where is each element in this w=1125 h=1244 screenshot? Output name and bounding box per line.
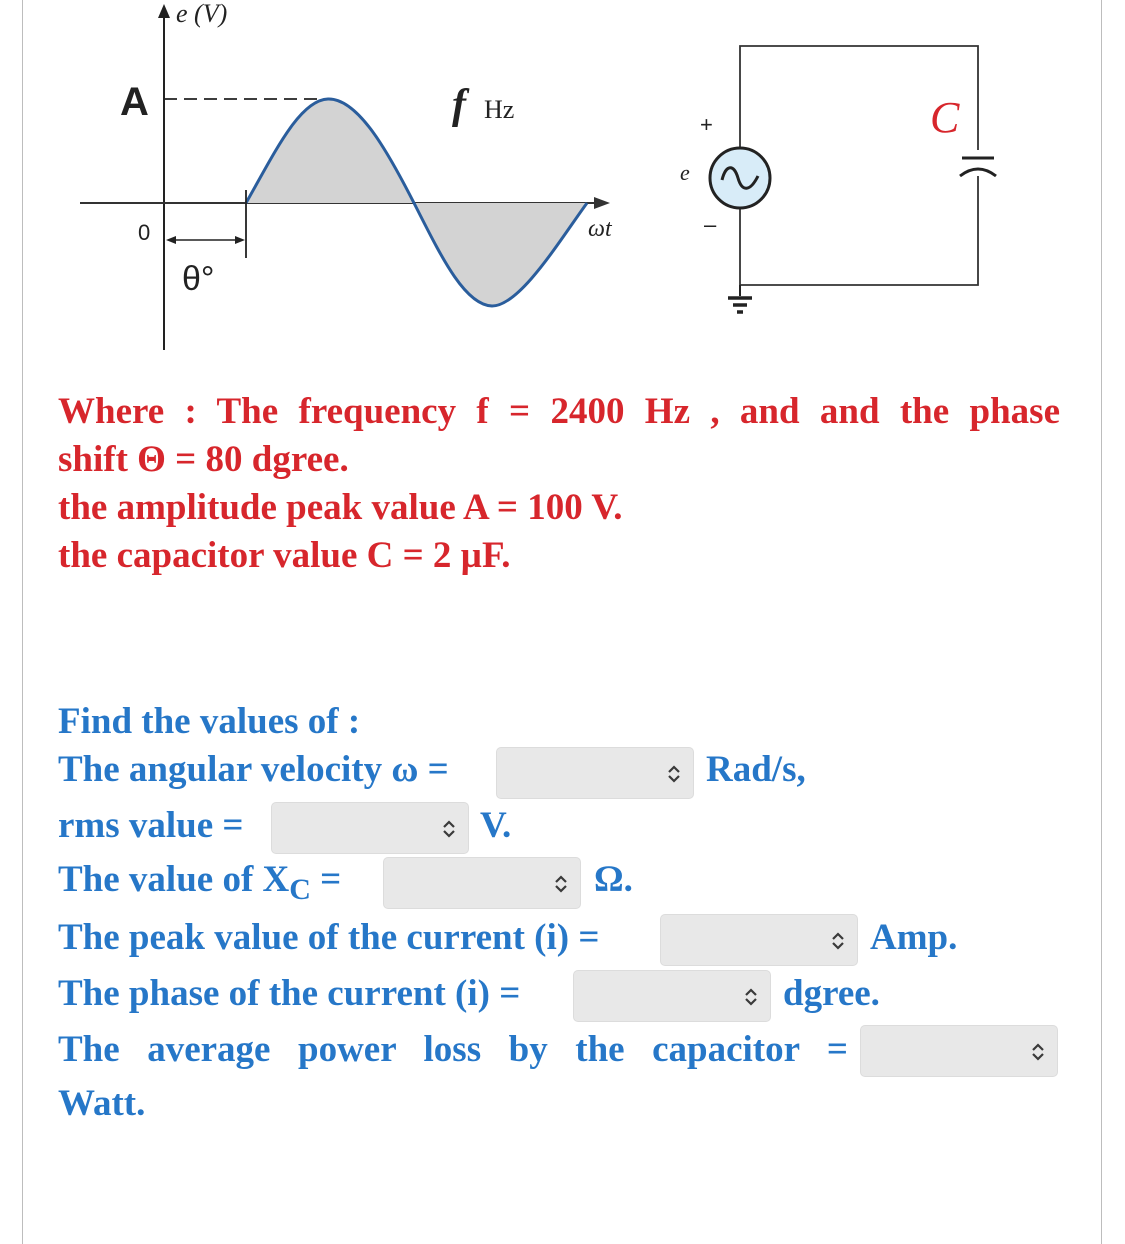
chevron-up-down-icon xyxy=(667,762,681,786)
phase-arrow-right-icon xyxy=(235,236,245,244)
xc-unit: Ω. xyxy=(594,859,633,900)
source-minus-label: – xyxy=(704,212,717,237)
ac-source-icon xyxy=(710,148,770,208)
angular-velocity-label: The angular velocity ω = xyxy=(58,749,449,790)
angular-velocity-select[interactable] xyxy=(496,747,694,799)
angular-velocity-unit: Rad/s, xyxy=(706,749,806,790)
given-line-1: Where : The frequency f = 2400 Hz , and and the phase xyxy=(58,391,1060,432)
peak-current-label: The peak value of the current (i) = xyxy=(58,917,600,958)
xc-label-text: The value of X xyxy=(58,859,290,900)
phase-current-select[interactable] xyxy=(573,970,771,1022)
circuit xyxy=(740,46,978,285)
chevron-up-down-icon xyxy=(744,985,758,1009)
frequency-unit: Hz xyxy=(484,95,515,124)
given-line-4: the capacitor value C = 2 µF. xyxy=(58,535,511,576)
avg-power-unit: Watt. xyxy=(58,1083,146,1124)
avg-power-select[interactable] xyxy=(860,1025,1058,1077)
chevron-up-down-icon xyxy=(554,872,568,896)
x-axis-arrow-icon xyxy=(594,197,610,209)
source-label: e xyxy=(680,160,690,185)
rms-select[interactable] xyxy=(271,802,469,854)
y-axis-arrow-icon xyxy=(158,4,170,18)
xc-label xyxy=(58,858,341,912)
figure xyxy=(0,0,1125,370)
xc-label-subscript: C xyxy=(289,873,311,906)
capacitor-label: C xyxy=(930,93,960,142)
wave-positive-area xyxy=(246,99,414,203)
given-line-3: the amplitude peak value A = 100 V. xyxy=(58,487,623,528)
phase-current-unit: dgree. xyxy=(783,973,880,1014)
xc-select[interactable] xyxy=(383,857,581,909)
rms-unit: V. xyxy=(480,805,512,846)
source-plus-label: + xyxy=(700,112,713,137)
chevron-up-down-icon xyxy=(831,929,845,953)
chevron-up-down-icon xyxy=(442,817,456,841)
given-line-2: shift Θ = 80 dgree. xyxy=(58,439,349,480)
questions-heading: Find the values of : xyxy=(58,701,361,742)
chevron-up-down-icon xyxy=(1031,1040,1045,1064)
phase-label: θ° xyxy=(182,260,215,298)
avg-power-label: The average power loss by the capacitor = xyxy=(58,1029,848,1070)
peak-current-select[interactable] xyxy=(660,914,858,966)
origin-label: 0 xyxy=(138,220,151,245)
rms-label: rms value = xyxy=(58,805,244,846)
amplitude-label: A xyxy=(120,80,149,124)
capacitor-icon xyxy=(960,158,996,176)
given-data xyxy=(58,388,1060,580)
x-axis-label: ωt xyxy=(588,216,612,242)
xc-label-equals: = xyxy=(310,859,342,900)
y-axis-label: e (V) xyxy=(176,0,228,28)
phase-current-label: The phase of the current (i) = xyxy=(58,973,521,1014)
frequency-symbol: f xyxy=(452,82,466,128)
phase-arrow-left-icon xyxy=(166,236,176,244)
ground-icon xyxy=(728,285,752,312)
peak-current-unit: Amp. xyxy=(870,917,958,958)
